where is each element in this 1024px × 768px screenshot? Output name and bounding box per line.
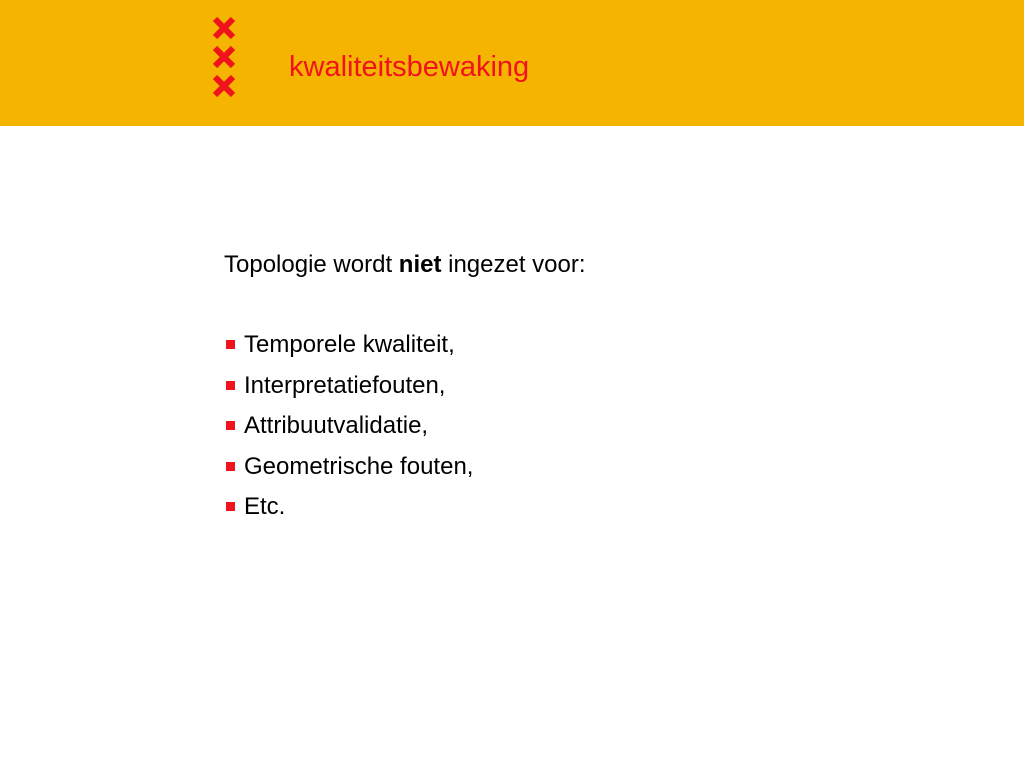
header-band — [0, 0, 1024, 126]
bullet-list — [224, 325, 924, 528]
square-bullet-icon — [226, 462, 235, 471]
content-body — [224, 245, 924, 528]
square-bullet-icon — [226, 421, 235, 430]
intro-sentence — [224, 245, 924, 285]
bullet-item — [224, 447, 924, 488]
bullet-item — [224, 325, 924, 366]
bullet-item — [224, 366, 924, 407]
bullet-text: Interpretatiefouten, — [244, 371, 446, 399]
bullet-item — [224, 487, 924, 528]
intro-text-after: ingezet voor: — [441, 251, 586, 278]
bullet-text: Temporele kwaliteit, — [244, 331, 455, 358]
intro-text-before: Topologie wordt — [224, 251, 399, 278]
square-bullet-icon — [226, 381, 235, 390]
bullet-item — [224, 406, 924, 447]
square-bullet-icon — [226, 502, 235, 511]
bullet-text: Geometrische fouten, — [244, 452, 474, 480]
bullet-text: Etc. — [244, 493, 286, 520]
bullet-text: Attribuutvalidatie, — [244, 412, 429, 439]
square-bullet-icon — [226, 340, 235, 349]
slide-title: kwaliteitsbewaking — [289, 51, 530, 83]
amsterdam-crosses-logo-icon — [210, 14, 238, 100]
intro-emphasis: niet — [398, 251, 442, 278]
